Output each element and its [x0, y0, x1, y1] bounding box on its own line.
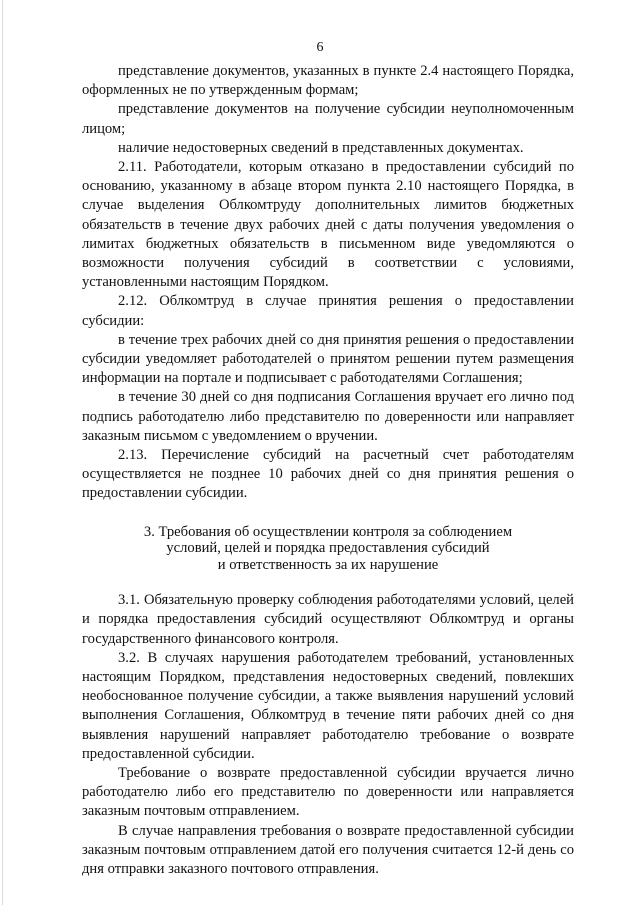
document-body: [82, 62, 574, 879]
section-heading-line: 3. Требования об осуществлении контроля за соблюдением: [143, 523, 513, 540]
section-heading: [82, 524, 574, 574]
paragraph-2-13: 2.13. Перечисление субсидий на расчетный счет работодателям осуществляется не позднее 10 рабочих дней со дня принятия решения о предоставлении субсидии.: [82, 447, 574, 502]
paragraph: представление документов на получение субсидии неуполномоченным лицом;: [82, 101, 574, 137]
section-heading-line: условий, целей и порядка предоставления субсидий: [166, 540, 490, 557]
page-number: 6: [316, 40, 324, 55]
paragraph: в течение 30 дней со дня подписания Соглашения вручает его лично под подпись работодателю либо представителю по доверенности или направляет заказным письмом с уведомлением о вручении.: [82, 389, 574, 444]
paragraph-2-11: 2.11. Работодатели, которым отказано в предоставлении субсидий по основанию, указанному в абзаце втором пункта 2.10 настоящего Порядка, в случае выделения Облкомтруду дополнительных лимитов бюджетных обязательств в течение двух рабочих дней с даты получения уведомления о лимитах бюджетных обязательств в письменном виде уведомляются о возможности получения субсидий в соответствии с условиями, установленными настоящим Порядком.: [82, 159, 574, 291]
paragraph: представление документов, указанных в пункте 2.4 настоящего Порядка, оформленных не по утвержденным формам;: [82, 63, 574, 99]
scan-edge-line: [2, 0, 3, 905]
paragraph: в течение трех рабочих дней со дня принятия решения о предоставлении субсидии уведомляет работодателей о принятом решении путем размещения информации на портале и подписывает с работодателями Соглашения;: [82, 331, 574, 387]
paragraph: Требование о возврате предоставленной субсидии вручается лично работодателю либо его представителю по доверенности или направляется заказным почтовым отправлением.: [82, 765, 574, 820]
section-heading-line: и ответственность за их нарушение: [217, 556, 439, 573]
paragraph: наличие недостоверных сведений в представленных документах.: [118, 139, 524, 156]
paragraph-2-12: 2.12. Облкомтруд в случае принятия решения о предоставлении субсидии:: [82, 293, 574, 329]
paragraph-3-1: 3.1. Обязательную проверку соблюдения работодателями условий, целей и порядка предоставления субсидий осуществляют Облкомтруд и органы государственного финансового контроля.: [82, 592, 574, 647]
paragraph: В случае направления требования о возврате предоставленной субсидии заказным почтовым отправлением датой его получения считается 12-й день со дня отправки заказного почтового отправления.: [82, 822, 574, 878]
paragraph-3-2: 3.2. В случаях нарушения работодателем требований, установленных настоящим Порядком, представления недостоверных сведений, повлекших необоснованное получение субсидии, а также выявления нарушений условий выполнения Соглашения, Облкомтруд в течение пяти рабочих дней со дня выявления нарушений направляет работодателю требование о возврате предоставленной субсидии.: [82, 649, 574, 762]
